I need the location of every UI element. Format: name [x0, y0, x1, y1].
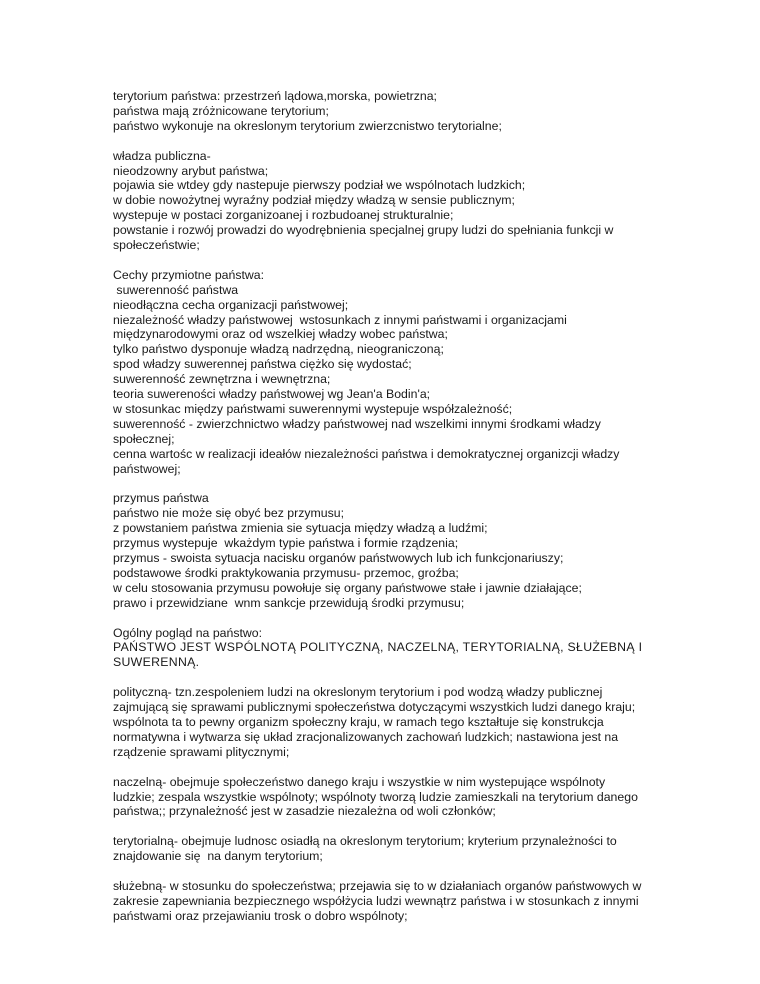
- text-line: zakresie zapewniania bezpiecznego współżycia ludzi wewnątrz państwa i w stosunkach z innymi: [113, 893, 639, 908]
- document-page: [113, 89, 653, 939]
- paragraph-territorial: [113, 834, 653, 864]
- section-heading: władza publiczna-: [113, 148, 211, 163]
- text-line: terytorium państwa: przestrzeń lądowa,morska, powietrzna;: [113, 89, 437, 103]
- text-line: tylko państwo dysponuje władzą nadrzędną, nieograniczoną;: [113, 342, 444, 357]
- section-heading: przymus państwa: [113, 491, 209, 506]
- text-line: w celu stosowania przymusu powołuje się organy państwowe stałe i jawnie działające;: [113, 580, 582, 595]
- text-line: państwami oraz przejawianiu trosk o dobro wspólnoty;: [113, 908, 408, 923]
- text-line: państwo nie może się obyć bez przymusu;: [113, 506, 345, 521]
- text-line: państwa mają zróżnicowane terytorium;: [113, 103, 329, 118]
- paragraph-serving: [113, 879, 653, 924]
- text-line: wystepuje w postaci zorganizoanej i rozbudoanej strukturalnie;: [113, 208, 454, 223]
- text-line: nieodłączna cecha organizacji państwowej;: [113, 297, 349, 312]
- paragraph-sovereignty: [113, 268, 653, 477]
- text-line: suwerenność - zwierzchnictwo władzy państwowej nad wszelkimi innymi środkami władzy: [113, 416, 601, 431]
- text-line: polityczną- tzn.zespoleniem ludzi na okreslonym terytorium i pod wodzą władzy publicznej: [113, 685, 603, 700]
- definition-caps-line: SUWERENNĄ.: [113, 655, 200, 670]
- paragraph-public-authority: [113, 149, 653, 253]
- text-line: z powstaniem państwa zmienia sie sytuacja między władzą a ludźmi;: [113, 521, 488, 536]
- text-line: w dobie nowożytnej wyraźny podział między władzą w sensie publicznym;: [113, 193, 515, 208]
- text-line: spod władzy suwerennej państwa ciężko się wydostać;: [113, 357, 412, 372]
- text-line: w stosunkac między państwami suwerennymi wystepuje współzależność;: [113, 402, 513, 416]
- text-line: społeczeństwie;: [113, 238, 200, 253]
- text-line: znajdowanie się na danym terytorium;: [113, 849, 323, 864]
- section-heading: Cechy przymiotne państwa:: [113, 267, 265, 282]
- text-line: ludzkie; zespala wszystkie wspólnoty; wspólnoty tworzą ludzie zamieszkali na terytorium danego: [113, 789, 638, 804]
- text-line: naczelną- obejmuje społeczeństwo danego kraju i wszystkie w nim wystepujące wspólnoty: [113, 774, 606, 789]
- text-line: powstanie i rozwój prowadzi do wyodrębnienia specjalnej grupy ludzi do spełniania funkcji w: [113, 223, 614, 238]
- text-line: państwa;; przynależność jest w zasadzie niezależna od woli członków;: [113, 804, 496, 819]
- text-line: cenna wartośc w realizacji ideałów niezależności państwa i demokratycznej organizcji władzy: [113, 446, 620, 461]
- paragraph-coercion: [113, 491, 653, 610]
- text-line: państwo wykonuje na okreslonym terytorium zwierzcnistwo terytorialne;: [113, 118, 502, 133]
- text-line: międzynarodowymi oraz od wszelkiej władzy wobec państwa;: [113, 327, 448, 342]
- definition-caps-line: PAŃSTWO JEST WSPÓLNOTĄ POLITYCZNĄ, NACZELNĄ, TERYTORIALNĄ, SŁUŻEBNĄ I: [113, 640, 643, 655]
- text-line: niezależność władzy państwowej wstosunkach z innymi państwami i organizacjami: [113, 312, 567, 327]
- paragraph-supreme: [113, 775, 653, 820]
- paragraph-general-view: [113, 626, 653, 671]
- text-line: suwerenność państwa: [113, 282, 239, 297]
- text-line: rządzenie sprawami plitycznymi;: [113, 744, 290, 759]
- text-line: teoria suwereności władzy państwowej wg Jean'a Bodin'a;: [113, 387, 431, 402]
- text-line: prawo i przewidziane wnm sankcje przewidują środki przymusu;: [113, 595, 465, 610]
- text-line: zajmującą się sprawami publicznymi społeczeństwa dotyczącymi wszystkich ludzi danego kraju;: [113, 700, 636, 715]
- text-line: suwerenność zewnętrzna i wewnętrzna;: [113, 372, 331, 387]
- text-line: normatywna i wytwarza się układ zracjonalizowanych zachowań ludzkich; nastawiona jest na: [113, 729, 619, 744]
- text-line: służebną- w stosunku do społeczeństwa; przejawia się to w działaniach organów państwowych w: [113, 878, 642, 893]
- text-line: nieodzowny arybut państwa;: [113, 163, 269, 178]
- paragraph-political: [113, 685, 653, 760]
- text-line: przymus wystepuje wkażdym typie państwa i formie rządzenia;: [113, 536, 459, 551]
- text-line: przymus - swoista sytuacja nacisku organów państwowych lub ich funkcjonariuszy;: [113, 551, 564, 566]
- section-heading: Ogólny pogląd na państwo:: [113, 625, 263, 640]
- text-line: państwowej;: [113, 461, 181, 476]
- text-line: terytorialną- obejmuje ludnosc osiadłą na okreslonym terytorium; kryterium przynależności to: [113, 834, 617, 849]
- paragraph-territory: [113, 89, 653, 134]
- text-line: podstawowe środki praktykowania przymusu- przemoc, groźba;: [113, 565, 459, 580]
- text-line: pojawia sie wtdey gdy nastepuje pierwszy podział we wspólnotach ludzkich;: [113, 178, 526, 193]
- text-line: wspólnota ta to pewny organizm społeczny kraju, w ramach tego kształtuje się konstrukcja: [113, 714, 604, 729]
- text-line: społecznej;: [113, 431, 175, 446]
